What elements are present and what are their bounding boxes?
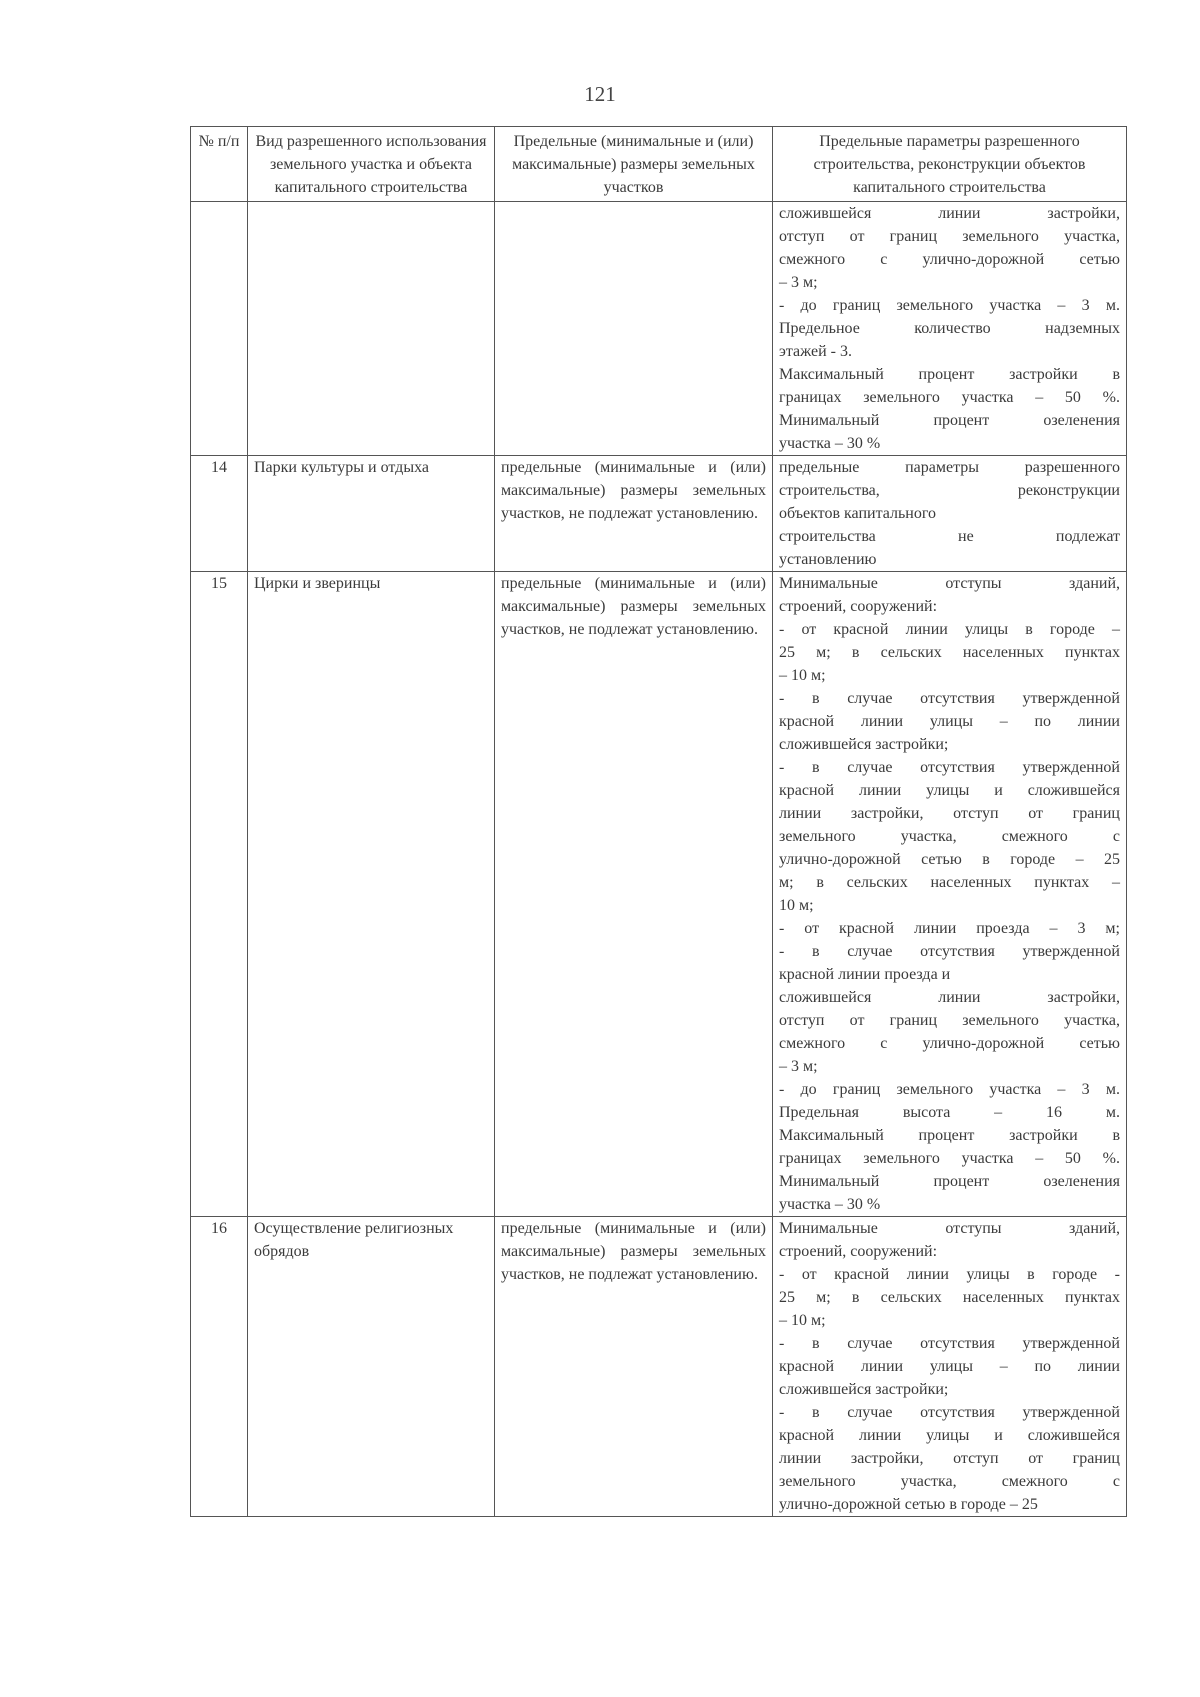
param-line: – 3 м; [779, 274, 818, 291]
header-params: Предельные параметры разрешенного строительства, реконструкции объектов капитального строительства [773, 127, 1127, 202]
param-line: Минимальные отступы зданий, [779, 575, 1120, 592]
cell-sizes [495, 202, 773, 456]
param-line: улично-дорожной сетью в городе – 25 [779, 1496, 1038, 1513]
param-line: Максимальный процент застройки в [779, 366, 1120, 383]
table-row [191, 572, 1127, 1217]
param-line: предельные параметры разрешенного [779, 459, 1120, 476]
param-line: строений, сооружений: [779, 1243, 938, 1260]
param-line: строительства не подлежат [779, 528, 1120, 545]
param-line: линии застройки, отступ от границ [779, 1450, 1120, 1467]
param-line: Минимальные отступы зданий, [779, 1220, 1120, 1237]
param-line: – 10 м; [779, 667, 826, 684]
param-line: - от красной линии улицы в городе – [779, 621, 1120, 638]
cell-type [248, 202, 495, 456]
regulation-table [190, 126, 1127, 1517]
table-header-row [191, 127, 1127, 202]
header-type: Вид разрешенного использования земельного участка и объекта капитального строительства [248, 127, 495, 202]
param-line: – 10 м; [779, 1312, 826, 1329]
param-line: линии застройки, отступ от границ [779, 805, 1120, 822]
cell-params [773, 572, 1127, 1217]
param-line: - до границ земельного участка – 3 м. [779, 297, 1120, 314]
param-line: красной линии улицы – по линии [779, 1358, 1120, 1375]
param-line: Минимальный процент озеленения [779, 1173, 1120, 1190]
cell-params [773, 202, 1127, 456]
param-line: красной линии улицы и сложившейся [779, 782, 1120, 799]
param-line: этажей - 3. [779, 343, 852, 360]
cell-num [191, 202, 248, 456]
param-line: отступ от границ земельного участка, [779, 1012, 1120, 1029]
param-line: Максимальный процент застройки в [779, 1127, 1120, 1144]
param-line: красной линии улицы и сложившейся [779, 1427, 1120, 1444]
param-line: сложившейся застройки; [779, 736, 949, 753]
header-num: № п/п [191, 127, 248, 202]
param-line: Предельная высота – 16 м. [779, 1104, 1120, 1121]
param-line: улично-дорожной сетью в городе – 25 [779, 851, 1120, 868]
cell-sizes: предельные (минимальные и (или) максимальные) размеры земельных участков, не подлежат установлению. [495, 572, 773, 1217]
param-line: границах земельного участка – 50 %. [779, 389, 1120, 406]
param-line: объектов капитального [779, 505, 936, 522]
param-line: сложившейся застройки; [779, 1381, 949, 1398]
cell-num: 14 [191, 456, 248, 572]
param-line: земельного участка, смежного с [779, 828, 1120, 845]
table-row [191, 1217, 1127, 1517]
param-line: участка – 30 % [779, 435, 881, 452]
cell-params [773, 456, 1127, 572]
param-line: сложившейся линии застройки, [779, 205, 1120, 222]
param-line: смежного с улично-дорожной сетью [779, 1035, 1120, 1052]
param-line: - в случае отсутствия утвержденной [779, 759, 1120, 776]
cell-num: 15 [191, 572, 248, 1217]
param-line: - в случае отсутствия утвержденной [779, 1335, 1120, 1352]
param-line: красной линии улицы – по линии [779, 713, 1120, 730]
header-sizes: Предельные (минимальные и (или) максимальные) размеры земельных участков [495, 127, 773, 202]
param-line: строений, сооружений: [779, 598, 938, 615]
table-row-continuation [191, 202, 1127, 456]
param-line: установлению [779, 551, 877, 568]
param-line: участка – 30 % [779, 1196, 881, 1213]
page-number: 121 [584, 82, 616, 106]
param-line: - от красной линии улицы в городе - [779, 1266, 1120, 1283]
param-line: смежного с улично-дорожной сетью [779, 251, 1120, 268]
cell-num: 16 [191, 1217, 248, 1517]
param-line: 10 м; [779, 897, 814, 914]
cell-type: Цирки и зверинцы [248, 572, 495, 1217]
param-line: строительства, реконструкции [779, 482, 1120, 499]
table-row [191, 456, 1127, 572]
cell-type: Осуществление религиозных обрядов [248, 1217, 495, 1517]
param-line: земельного участка, смежного с [779, 1473, 1120, 1490]
param-line: 25 м; в сельских населенных пунктах [779, 1289, 1120, 1306]
param-line: сложившейся линии застройки, [779, 989, 1120, 1006]
param-line: границах земельного участка – 50 %. [779, 1150, 1120, 1167]
param-line: Предельное количество надземных [779, 320, 1120, 337]
cell-type: Парки культуры и отдыха [248, 456, 495, 572]
param-line: - до границ земельного участка – 3 м. [779, 1081, 1120, 1098]
param-line: – 3 м; [779, 1058, 818, 1075]
cell-params [773, 1217, 1127, 1517]
cell-sizes: предельные (минимальные и (или) максимальные) размеры земельных участков, не подлежат установлению. [495, 1217, 773, 1517]
param-line: 25 м; в сельских населенных пунктах [779, 644, 1120, 661]
param-line: Минимальный процент озеленения [779, 412, 1120, 429]
param-line: - в случае отсутствия утвержденной [779, 690, 1120, 707]
param-line: отступ от границ земельного участка, [779, 228, 1120, 245]
param-line: красной линии проезда и [779, 966, 951, 983]
param-line: - в случае отсутствия утвержденной [779, 943, 1120, 960]
param-line: - в случае отсутствия утвержденной [779, 1404, 1120, 1421]
param-line: - от красной линии проезда – 3 м; [779, 920, 1120, 937]
cell-sizes: предельные (минимальные и (или) максимальные) размеры земельных участков, не подлежат установлению. [495, 456, 773, 572]
param-line: м; в сельских населенных пунктах – [779, 874, 1120, 891]
